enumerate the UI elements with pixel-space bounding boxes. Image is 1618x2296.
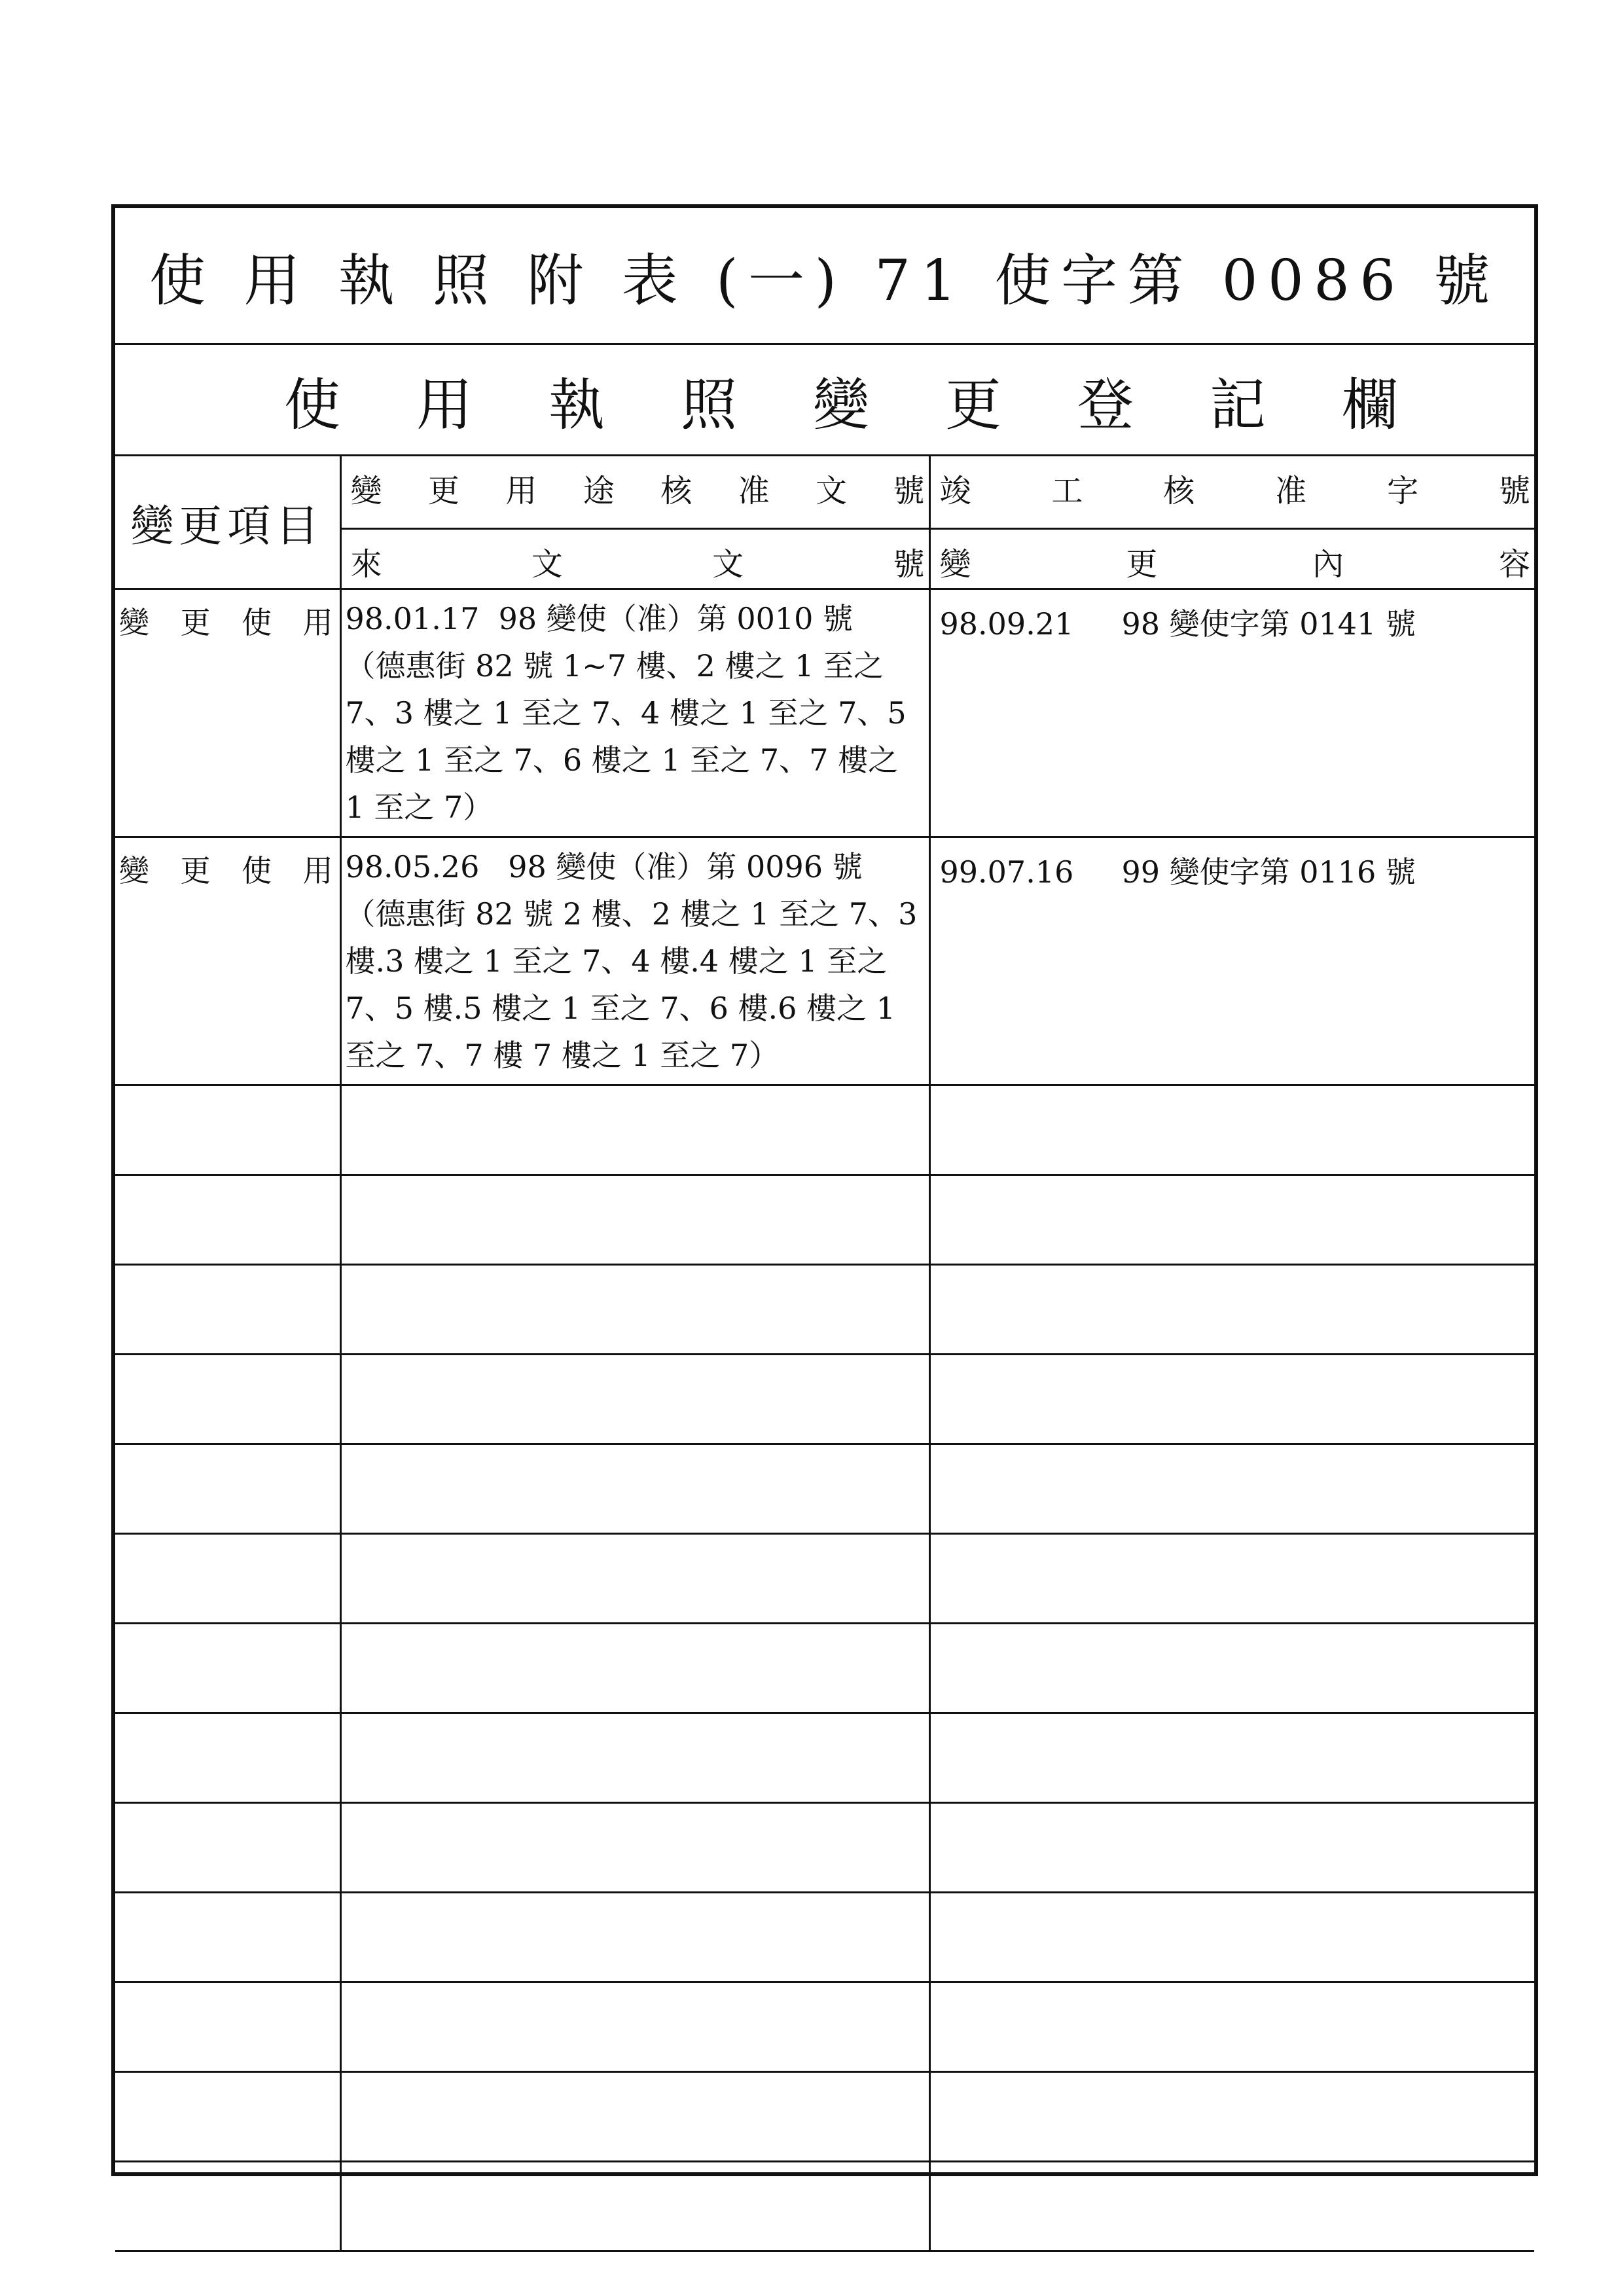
- header-incoming-doc-number: 來 文 文 號: [340, 528, 929, 589]
- header-change-item: 變更項目: [115, 456, 340, 589]
- form-title: 使 用 執 照 附 表 (一) 71 使字第 0086 號: [115, 208, 1534, 345]
- empty-row: [115, 1713, 1534, 1802]
- empty-row: [115, 2071, 1534, 2161]
- empty-row: [115, 1354, 1534, 1444]
- record-approval: 98.05.26 98 變使（准）第 0096 號 （德惠街 82 號 2 樓、2 樓之 1 至之 7、3 樓.3 樓之 1 至之 7、4 樓.4 樓之 1 至之 7、5 樓.5 樓之 1 至之 7、6 樓.6 樓之 1 至之 7、7 樓 7 樓之 1 至之 7）: [340, 837, 929, 1085]
- empty-row: [115, 1623, 1534, 1713]
- empty-row: [115, 1085, 1534, 1175]
- record-completion: 98.09.21 98 變使字第 0141 號: [929, 589, 1534, 837]
- empty-row: [115, 1892, 1534, 1982]
- empty-row: [115, 1175, 1534, 1264]
- header-approval-number: 變 更 用 途 核 准 文 號: [340, 456, 929, 528]
- record-completion: 99.07.16 99 變使字第 0116 號: [929, 837, 1534, 1085]
- record-item: 變 更 使 用: [115, 837, 340, 1085]
- header-completion-number: 竣 工 核 准 字 號: [929, 456, 1534, 528]
- empty-row: [115, 2161, 1534, 2251]
- header-change-content: 變 更 內 容: [929, 528, 1534, 589]
- empty-row: [115, 1802, 1534, 1892]
- license-attachment-form: [111, 204, 1538, 2176]
- table-row: [115, 837, 1534, 1085]
- change-register-table: [115, 456, 1534, 2252]
- empty-row: [115, 1264, 1534, 1354]
- record-approval: 98.01.17 98 變使（准）第 0010 號 （德惠街 82 號 1~7 樓、2 樓之 1 至之 7、3 樓之 1 至之 7、4 樓之 1 至之 7、5 樓之 1 至之 7、6 樓之 1 至之 7、7 樓之 1 至之 7）: [340, 589, 929, 837]
- table-row: [115, 589, 1534, 837]
- section-title: 使 用 執 照 變 更 登 記 欄: [115, 345, 1534, 456]
- record-item: 變 更 使 用: [115, 589, 340, 837]
- empty-row: [115, 1444, 1534, 1533]
- empty-row: [115, 1533, 1534, 1623]
- empty-row: [115, 1982, 1534, 2071]
